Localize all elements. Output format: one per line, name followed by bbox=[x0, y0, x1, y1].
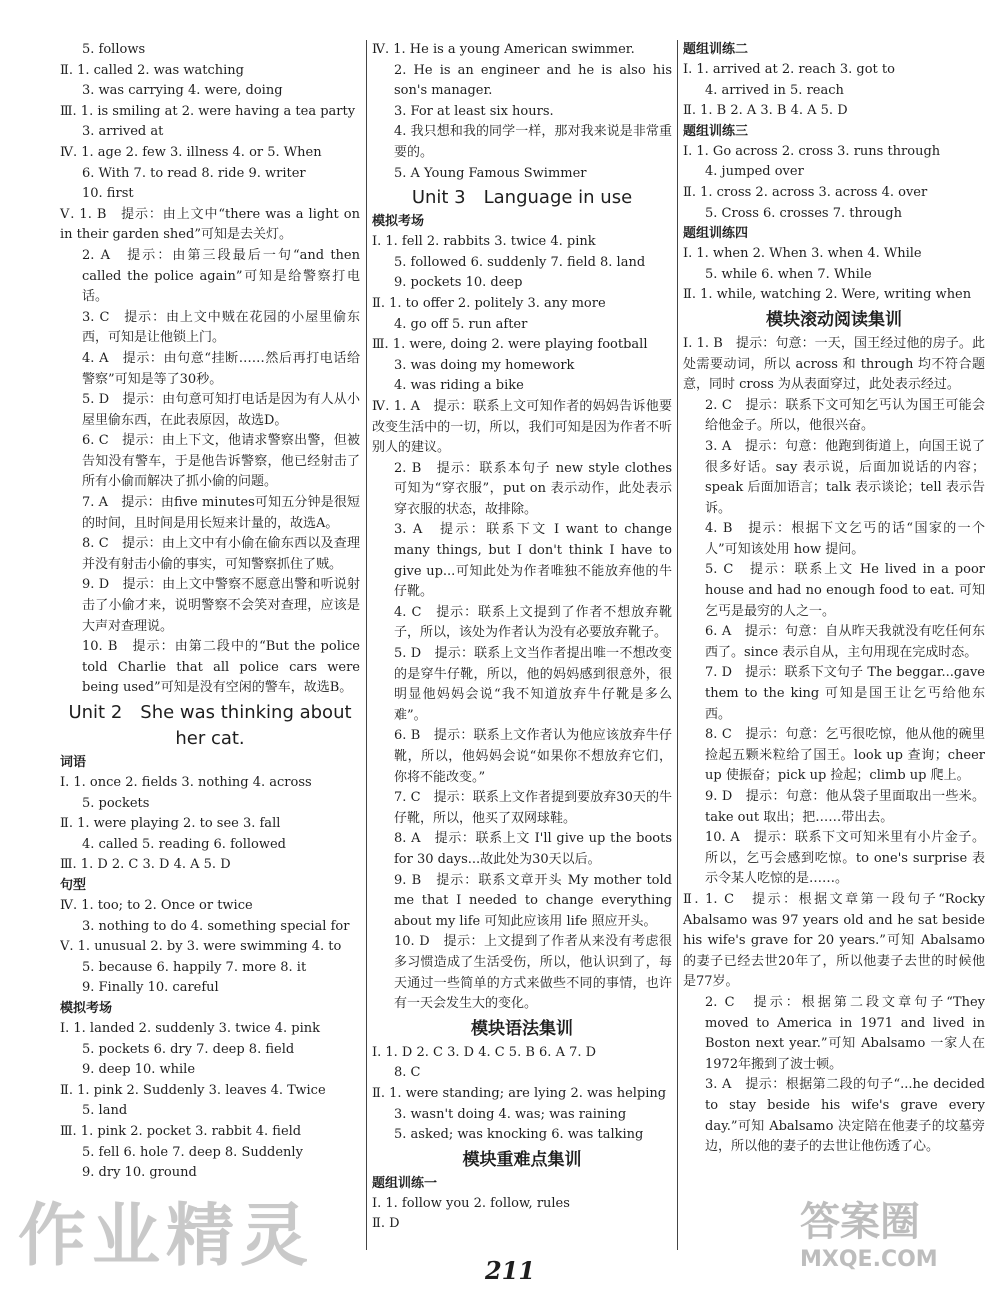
section-heading: 题组训练三 bbox=[683, 123, 749, 139]
answer-note: 3. A 提示：句意：他跑到街道上，向国王说了很多好话。say 表示说，后面加说话的内容；speak 后面加语言；talk 表示谈论；tell 表示告诉。 bbox=[705, 438, 985, 516]
answer-line: Ⅳ. 1. age 2. few 3. illness 4. or 5. When bbox=[60, 144, 322, 160]
answer-note: 9. B 提示：联系文章开头 My mother told me that I needed to change everything about my life 可知此应该用 life 照应开头。 bbox=[394, 872, 672, 929]
answer-line: Ⅲ. 1. is smiling at 2. were having a tea party bbox=[60, 103, 356, 119]
answer-line: 3. arrived at bbox=[82, 124, 164, 140]
answer-line: Ⅰ. 1. follow you 2. follow, rules bbox=[372, 1195, 570, 1211]
answer-note: 10. D 提示：上文提到了作者从来没有考虑很多习惯造成了生活受伤，所以，他认识到了，每天通过一些简单的方式来做些不同的事情，也许有一天会发生大的变化。 bbox=[394, 934, 672, 1012]
answer-note: 8. C 提示：由上文中有小偷在偷东西以及查理并没有射击小偷的事实，可知警察抓住了贼。 bbox=[82, 536, 360, 572]
answer-line: 5. land bbox=[82, 1103, 128, 1119]
answer-line: Ⅰ. 1. fell 2. rabbits 3. twice 4. pink bbox=[372, 234, 596, 250]
answer-note: 2. He is an engineer and he is also his son's manager. bbox=[394, 62, 672, 99]
section-heading: 词语 bbox=[60, 755, 87, 770]
answer-note: 6. A 提示：句意：自从昨天我就没有吃任何东西了。since 表示自从，主句用现在完成时态。 bbox=[705, 624, 985, 660]
answer-note: 9. D 提示：句意：他从袋子里面取出一些米。take out 取出；把……带出去。 bbox=[705, 789, 985, 825]
block-heading: 模块重难点集训 bbox=[462, 1149, 582, 1170]
section-heading: 题组训练一 bbox=[372, 1175, 438, 1191]
block-heading: 模块滚动阅读集训 bbox=[766, 309, 902, 330]
answer-line: 6. With 7. to read 8. ride 9. writer bbox=[82, 165, 306, 181]
answer-note: 3. C 提示：由上文中贼在花园的小屋里偷东西，可知是让他锁上门。 bbox=[82, 309, 360, 346]
answer-line: 3. was carrying 4. were, doing bbox=[82, 83, 283, 99]
answer-line: 3. wasn't doing 4. was; was raining bbox=[394, 1106, 627, 1122]
unit-title: Unit 3 Language in use bbox=[411, 187, 633, 209]
section-heading: 题组训练二 bbox=[683, 42, 749, 57]
answer-line: Ⅱ. 1. cross 2. across 3. across 4. over bbox=[683, 184, 928, 200]
unit-title: her cat. bbox=[175, 728, 245, 749]
answer-line: Ⅱ. 1. pink 2. Suddenly 3. leaves 4. Twice bbox=[60, 1082, 326, 1098]
answer-line: Ⅰ. 1. landed 2. suddenly 3. twice 4. pink bbox=[60, 1020, 321, 1036]
answer-line: 4. arrived in 5. reach bbox=[705, 82, 844, 98]
answer-note: 3. A 提示：根据第二段的句子“...he decided to stay beside his wife's grave every day.”可知 Abalsamo 决定陪在他妻子的坟墓旁边，所以他的妻子的去世让他伤透了心。 bbox=[705, 1077, 985, 1155]
section-heading: 题组训练四 bbox=[683, 226, 749, 242]
answer-note: 7. C 提示：联系上文作者提到要放弃30天的牛仔靴，所以，他买了双网球鞋。 bbox=[394, 790, 672, 826]
answer-line: Ⅱ. D bbox=[372, 1216, 400, 1232]
page-number: 211 bbox=[484, 1256, 536, 1285]
answer-line: 4. called 5. reading 6. followed bbox=[82, 836, 286, 852]
answer-line: 10. first bbox=[82, 186, 134, 202]
answer-note: Ⅰ. 1. B 提示：句意：一天，国王经过他的房子。此处需要动词，所以 across 和 through 均不符合题意，同时 cross 为从表面穿过，此处表示经过。 bbox=[683, 335, 985, 393]
answer-line: Ⅱ. 1. were playing 2. to see 3. fall bbox=[60, 816, 281, 832]
answer-line: 5. fell 6. hole 7. deep 8. Suddenly bbox=[82, 1144, 303, 1160]
answer-line: 5. Cross 6. crosses 7. through bbox=[705, 205, 902, 221]
answer-note: 8. C 提示：句意：乞丐很吃惊，他从他的碗里捡起五颗米粒给了国王。look up 查询；cheer up 使振奋；pick up 捡起；climb up 爬上。 bbox=[705, 727, 985, 784]
answer-line: 8. C bbox=[394, 1065, 421, 1081]
answer-line: 4. was riding a bike bbox=[394, 378, 524, 394]
answer-line: 5. pockets 6. dry 7. deep 8. field bbox=[82, 1041, 295, 1057]
section-heading: 模拟考场 bbox=[60, 1000, 113, 1016]
answer-note: 5. D 提示：联系上文当作者提出唯一不想改变的是穿牛仔靴，所以，他的妈妈感到很意外，很明显他妈妈会说“我不知道放弃牛仔靴是多么难”。 bbox=[394, 646, 672, 723]
answer-line: Ⅱ. 1. B 2. A 3. B 4. A 5. D bbox=[683, 103, 848, 119]
answer-note: 2. A 提示：由第三段最后一句“and then called the police again”可知是给警察打电话。 bbox=[82, 247, 360, 305]
unit-title: Unit 2 She was thinking about bbox=[68, 702, 352, 723]
watermark-left: 作业精灵 bbox=[18, 1197, 315, 1276]
block-heading: 模块语法集训 bbox=[471, 1018, 573, 1039]
answer-line: 5. asked; was knocking 6. was talking bbox=[394, 1127, 644, 1143]
answer-line: Ⅱ. 1. called 2. was watching bbox=[60, 62, 244, 78]
answer-note: 4. C 提示：联系上文提到了作者不想放弃靴子，所以，该处为作者认为没有必要放弃靴子。 bbox=[394, 604, 672, 641]
answer-note: 7. A 提示：由five minutes可知五分钟是很短的时间，且时间是用长短来计量的，故选A。 bbox=[82, 495, 360, 531]
answer-note: 2. B 提示：联系本句子 new style clothes 可知为“穿衣服”，put on 表示动作，此处表示穿衣服的状态，故排除。 bbox=[394, 460, 672, 517]
answer-note: 6. B 提示：联系上文作者认为他应该放弃牛仔靴，所以，他妈妈会说“如果你不想放弃它们，你将不能改变。” bbox=[394, 728, 672, 785]
answer-line: Ⅰ. 1. Go across 2. cross 3. runs through bbox=[683, 143, 941, 159]
answer-line: Ⅰ. 1. D 2. C 3. D 4. C 5. B 6. A 7. D bbox=[372, 1044, 597, 1060]
watermark-right bbox=[800, 1190, 990, 1290]
answer-line: 3. nothing to do 4. something special for bbox=[82, 918, 350, 934]
answer-note: 10. B 提示：由第二段中的“But the police told Charlie that all police cars were being used”可知是没有空闲的警车，故选B。 bbox=[82, 639, 360, 696]
column-divider-2 bbox=[677, 40, 678, 1250]
right-column bbox=[683, 40, 985, 1158]
section-heading: 句型 bbox=[60, 877, 87, 893]
answer-note: 4. B 提示：根据下文乞丐的话“国家的一个人”可知该处用 how 提问。 bbox=[705, 521, 985, 557]
answer-line: 5. followed 6. suddenly 7. field 8. land bbox=[394, 254, 646, 270]
middle-column bbox=[372, 40, 672, 1235]
answer-note: 8. A 提示：联系上文 I'll give up the boots for 30 days...故此处为30天以后。 bbox=[394, 831, 672, 867]
answer-note: Ⅴ. 1. B 提示：由上文中“there was a light on in their garden shed”可知是去关灯。 bbox=[60, 206, 360, 243]
answer-note: Ⅱ. 1. C 提示：根据文章第一段句子“Rocky Abalsamo was 97 years old and he sat beside his wife's grave for 20 years.”可知 Abalsamo 的妻子已经去世20年了，所以他妻子去世的时候他是77岁。 bbox=[683, 891, 985, 990]
answer-line: Ⅴ. 1. unusual 2. by 3. were swimming 4. to bbox=[60, 939, 342, 955]
answer-line: 3. For at least six hours. bbox=[394, 103, 554, 119]
answer-line: Ⅲ. 1. were, doing 2. were playing football bbox=[372, 337, 648, 353]
watermark-right-url: MXQE.COM bbox=[800, 1247, 938, 1272]
answer-line: Ⅰ. 1. when 2. When 3. when 4. While bbox=[683, 246, 922, 262]
answer-line: Ⅱ. 1. to offer 2. politely 3. any more bbox=[372, 295, 606, 311]
answer-line: Ⅱ. 1. while, watching 2. Were, writing when bbox=[683, 287, 972, 303]
answer-note: 2. C 提示：联系下文可知乞丐认为国王可能会给他金子。所以，他很兴奋。 bbox=[705, 397, 985, 434]
column-divider-1 bbox=[366, 40, 367, 1250]
answer-line: 3. was doing my homework bbox=[394, 357, 575, 373]
answer-note: 10. A 提示：联系下文可知米里有小片金子。所以，乞丐会感到吃惊。to one's surprise 表示令某人吃惊的是……。 bbox=[705, 830, 985, 887]
answer-note: 7. D 提示：联系下文句子 The beggar...gave them to the king 可知是国王让乞丐给他东西。 bbox=[705, 665, 985, 722]
answer-line: Ⅳ. 1. He is a young American swimmer. bbox=[372, 42, 635, 57]
answer-line: 5. because 6. happily 7. more 8. it bbox=[82, 959, 307, 975]
answer-line: Ⅱ. 1. were standing; are lying 2. was helping bbox=[372, 1085, 667, 1101]
answer-note: 4. 我只想和我的同学一样，那对我来说是非常重要的。 bbox=[394, 124, 672, 160]
answer-line: 5. pockets bbox=[82, 795, 150, 811]
answer-line: 5. follows bbox=[82, 42, 146, 57]
left-column bbox=[60, 40, 360, 1184]
answer-line: Ⅳ. 1. too; to 2. Once or twice bbox=[60, 897, 253, 913]
answer-note: 2. C 提示：根据第二段文章句子“They moved to America in 1971 and lived in Boston next year.”可知 Abalsamo 一家人在1972年搬到了波士顿。 bbox=[705, 994, 985, 1072]
answer-line: 5. A Young Famous Swimmer bbox=[394, 165, 587, 181]
answer-note: 3. A 提示：联系下文 I want to change many things, but I don't think I have to give up...可知此处为作者唯独不能放弃他的牛仔靴。 bbox=[394, 522, 672, 600]
answer-line: Ⅲ. 1. D 2. C 3. D 4. A 5. D bbox=[60, 857, 231, 873]
answer-line: 9. Finally 10. careful bbox=[82, 980, 219, 996]
section-heading: 模拟考场 bbox=[372, 214, 425, 230]
answer-line: 5. while 6. when 7. While bbox=[705, 266, 872, 282]
answer-line: 4. go off 5. run after bbox=[394, 316, 528, 332]
answer-line: 9. deep 10. while bbox=[82, 1062, 196, 1078]
answer-note: 5. D 提示：由句意可知打电话是因为有人从小屋里偷东西，在此表原因，故选D。 bbox=[82, 392, 360, 428]
answer-note: 6. C 提示：由上下文，他请求警察出警，但被告知没有警车，于是他告诉警察，他已经射击了所有小偷而解决了抓小偷的问题。 bbox=[82, 433, 360, 490]
answer-line: Ⅲ. 1. pink 2. pocket 3. rabbit 4. field bbox=[60, 1123, 302, 1139]
answer-line: 4. jumped over bbox=[705, 164, 804, 180]
answer-note: 4. A 提示：由句意“挂断……然后再打电话给警察”可知是等了30秒。 bbox=[82, 350, 360, 387]
answer-line: Ⅰ. 1. arrived at 2. reach 3. got to bbox=[683, 62, 895, 77]
answer-line: 9. dry 10. ground bbox=[82, 1165, 197, 1181]
answer-line: 9. pockets 10. deep bbox=[394, 275, 523, 291]
answer-line: Ⅰ. 1. once 2. fields 3. nothing 4. across bbox=[60, 775, 312, 790]
answer-note: 9. D 提示：由上文中警察不愿意出警和听说射击了小偷才来，说明警察不会笑对查理，应该是大声对查理说。 bbox=[82, 577, 360, 634]
answer-note: 5. C 提示：联系上文 He lived in a poor house and had no enough food to eat. 可知乞丐是最穷的人之一。 bbox=[705, 562, 985, 619]
answer-note: Ⅳ. 1. A 提示：联系上文可知作者的妈妈告诉他要改变生活中的一切，所以，我们可知是因为作者不听别人的建议。 bbox=[372, 398, 672, 456]
watermark-right-main: 答案圈 bbox=[800, 1199, 920, 1245]
